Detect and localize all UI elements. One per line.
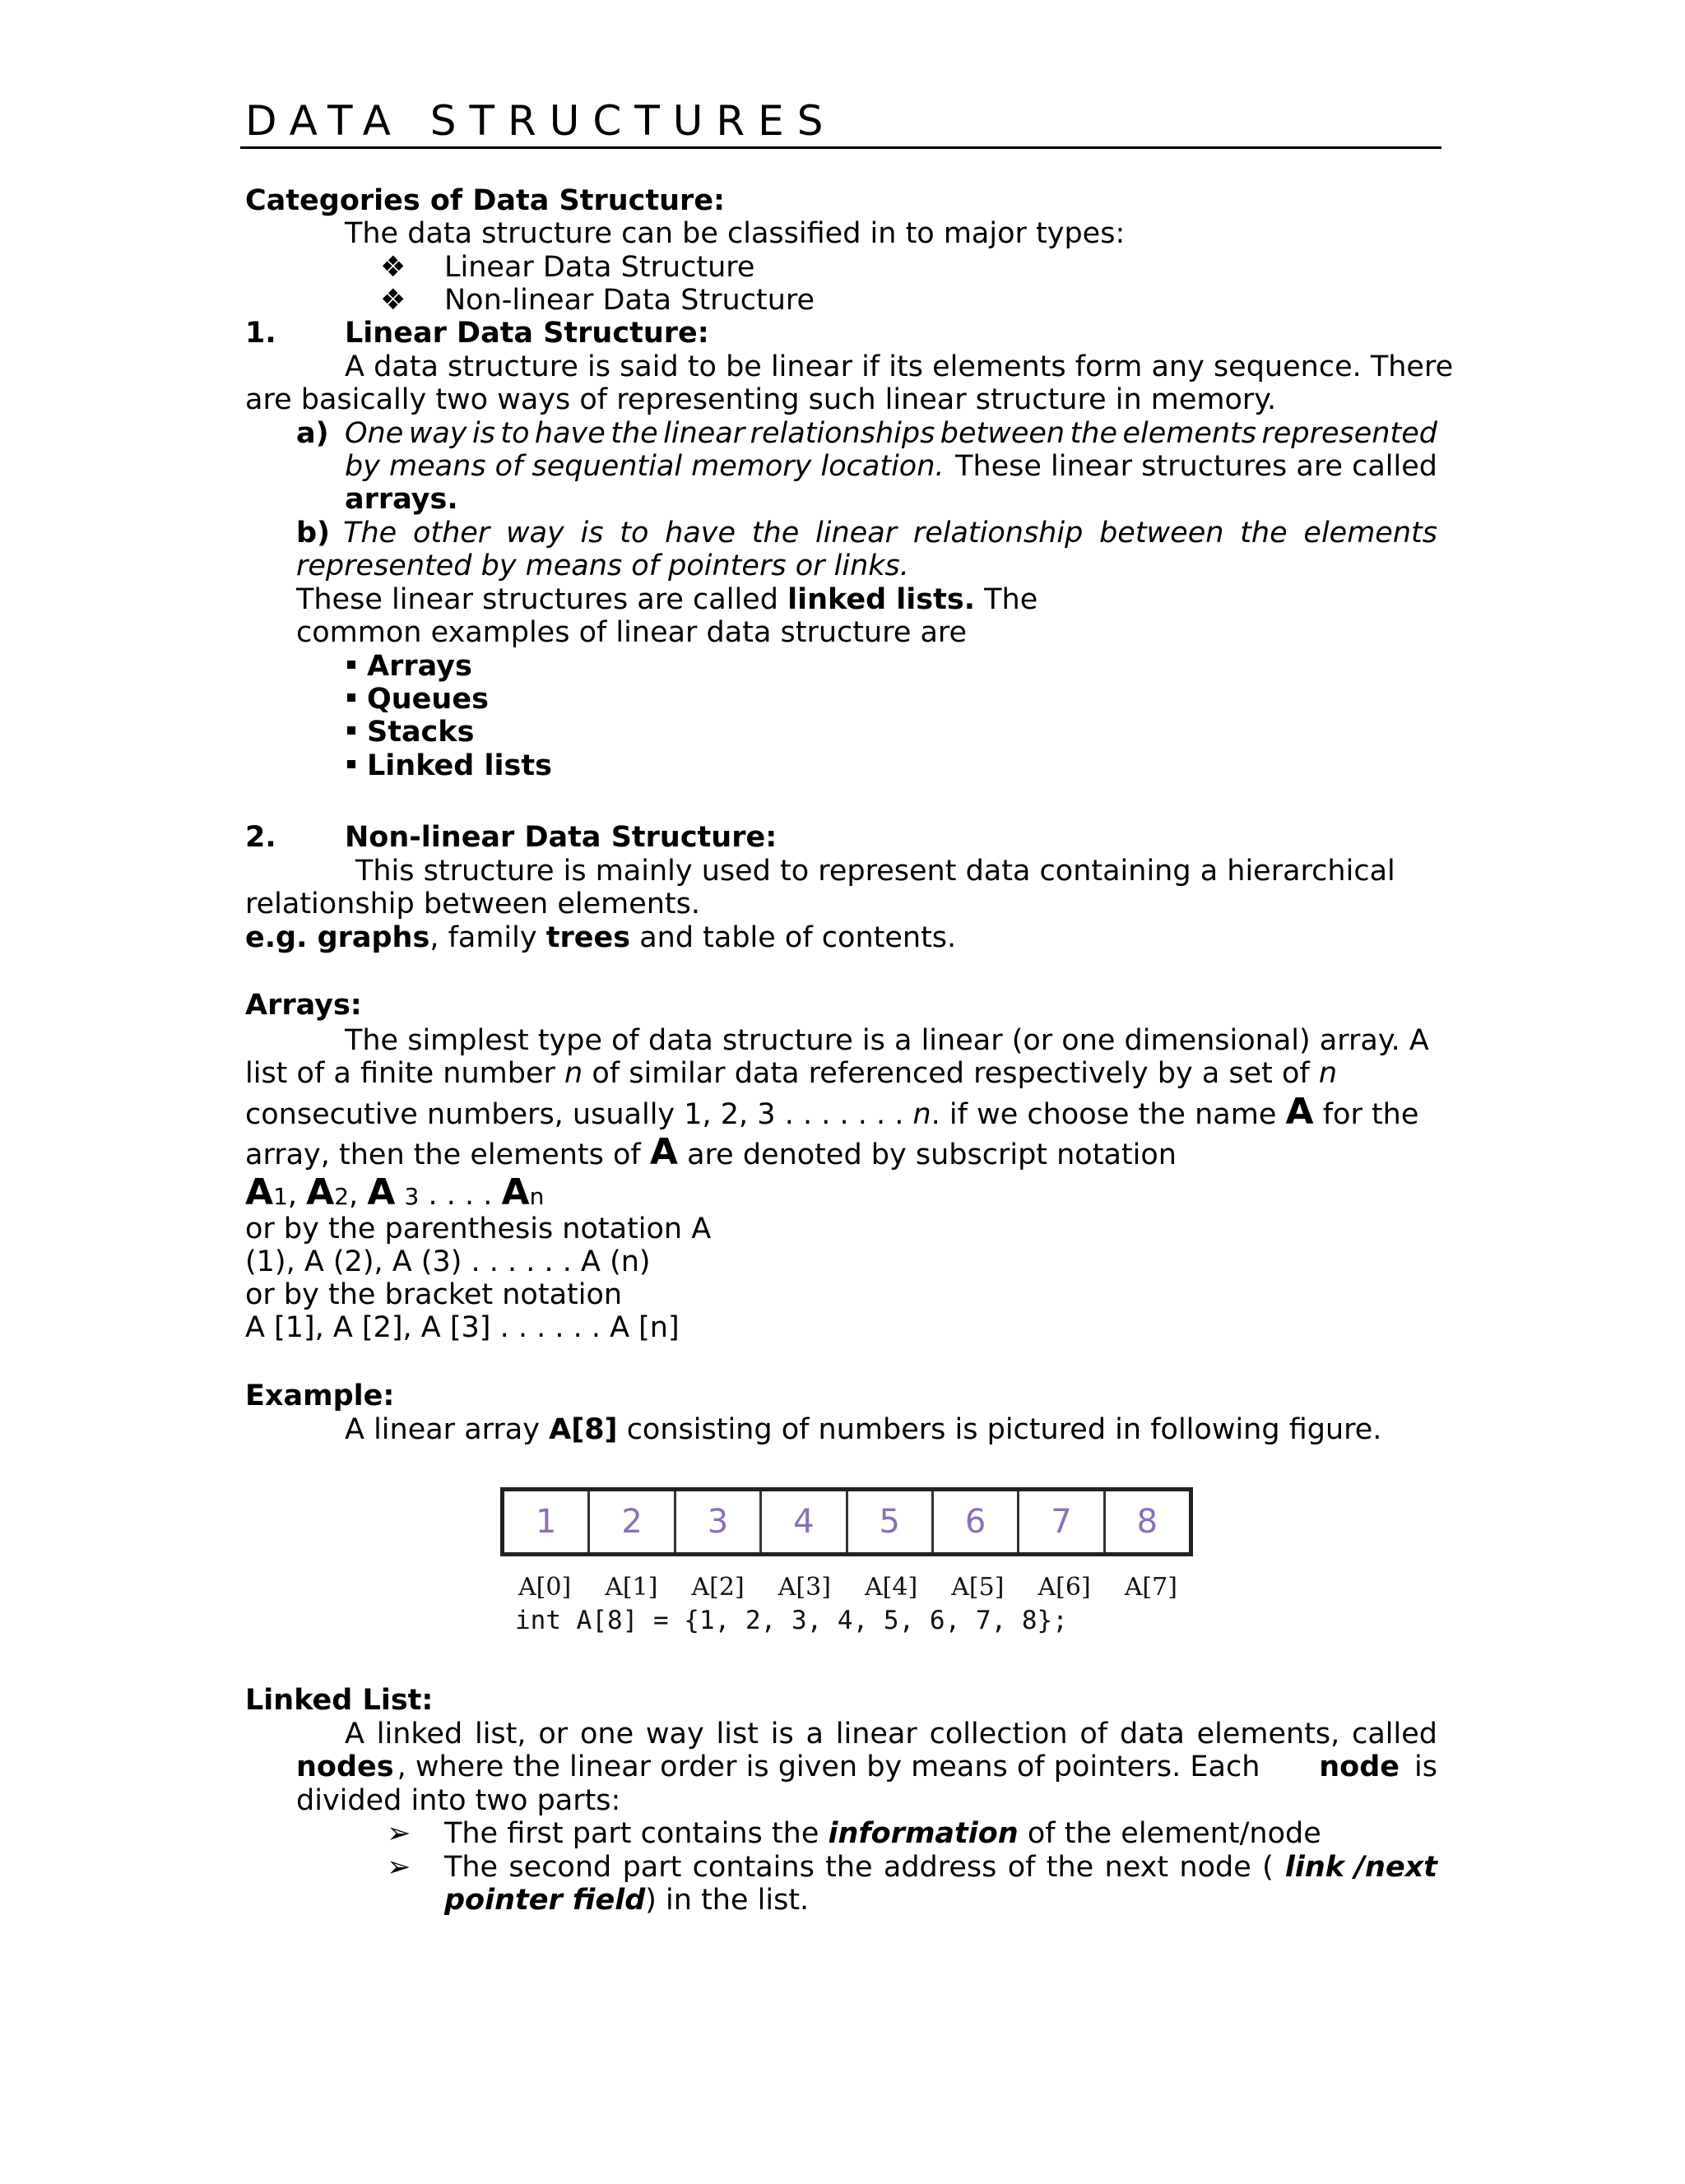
array-index-label: A[5] — [951, 1573, 1005, 1602]
item-b-line1 — [296, 517, 1437, 549]
eg-graphs: e.g. graphs — [245, 921, 430, 954]
nonlinear-heading: Non-linear Data Structure: — [345, 821, 778, 854]
part3-line: pointer field) in the list. — [444, 1884, 810, 1917]
array-index-label: A[2] — [691, 1573, 745, 1602]
linked-lists-line — [296, 583, 1037, 616]
square-bullet-icon — [347, 760, 355, 768]
array-cell: 2 — [590, 1491, 675, 1552]
arrays-line7: or by the bracket notation — [245, 1278, 623, 1311]
arrow-bullet-icon: ➢ — [387, 1851, 411, 1884]
ll-pre: These linear structures are called — [296, 583, 778, 616]
array-figure — [500, 1481, 1241, 1653]
linked-line2 — [296, 1750, 1437, 1783]
arrays-line5: or by the parenthesis notation A — [245, 1213, 712, 1245]
examples-intro: common examples of linear data structure are — [296, 616, 968, 649]
array-cell: 5 — [848, 1491, 934, 1552]
item-a-rest: These linear structures are called — [955, 450, 1437, 483]
nodes-bold: nodes — [296, 1750, 394, 1783]
list-item: Arrays — [347, 650, 472, 683]
square-bullet-icon — [347, 693, 355, 702]
linear-para-line2: are basically two ways of representing such linear structure in memory. — [245, 383, 1277, 416]
eg-text1: , family — [429, 921, 537, 954]
section-number: 2. — [245, 821, 276, 854]
array-cell: 1 — [504, 1491, 590, 1552]
array-index-label: A[3] — [778, 1573, 831, 1602]
item-b-italic2: represented by means of pointers or links. — [296, 549, 909, 582]
ll-post: The — [984, 583, 1038, 616]
item-a-line2 — [345, 450, 1437, 483]
item-a-italic1: One way is to have the linear relationships between the elements represented — [345, 417, 1437, 450]
eg-text2: and table of contents. — [639, 921, 957, 954]
linked-line1 — [345, 1718, 1437, 1750]
nonlinear-para-line2: relationship between elements. — [245, 888, 701, 920]
linked-list-heading: Linked List: — [245, 1684, 434, 1717]
categories-intro: The data structure can be classified in to major types: — [345, 217, 1126, 250]
arrays-line6: (1), A (2), A (3) . . . . . . A (n) — [245, 1245, 651, 1278]
arrays-line1: The simplest type of data structure is a linear (or one dimensional) array. A — [345, 1024, 1429, 1057]
example-line: A linear array A[8] consisting of numbers is pictured in following figure. — [345, 1413, 1382, 1446]
array-cell: 3 — [676, 1491, 762, 1552]
part2-line — [444, 1851, 1437, 1884]
type-item-linear: Linear Data Structure — [444, 251, 755, 284]
node-bold: node — [1319, 1750, 1400, 1783]
categories-heading: Categories of Data Structure: — [245, 184, 726, 217]
array-index-label: A[7] — [1124, 1573, 1177, 1602]
page-header-title: DATA STRUCTURES — [245, 97, 837, 145]
section-number: 1. — [245, 317, 276, 350]
linked-line3: divided into two parts: — [296, 1784, 621, 1817]
subscript-notation: A1, A2, A 3 . . . . An — [245, 1171, 545, 1213]
linear-heading: Linear Data Structure: — [345, 317, 709, 350]
array-index-label: A[0] — [518, 1573, 572, 1602]
array-index-label: A[4] — [865, 1573, 918, 1602]
array-index-label: A[1] — [605, 1573, 658, 1602]
arrays-heading: Arrays: — [245, 989, 362, 1022]
array-cells — [500, 1487, 1193, 1556]
diamond-bullet-icon: ❖ — [380, 284, 406, 317]
array-cell: 8 — [1136, 1503, 1158, 1541]
nonlinear-examples — [245, 921, 956, 954]
eg-trees: trees — [545, 921, 631, 954]
array-cell: 7 — [1019, 1491, 1105, 1552]
arrays-line2: list of a finite number n of similar data referenced respectively by a set of n — [245, 1057, 1338, 1090]
item-b-label: b) — [296, 517, 331, 549]
list-item: Queues — [347, 683, 489, 716]
array-index-label: A[6] — [1037, 1573, 1091, 1602]
linear-para-line1: A data structure is said to be linear if its elements form any sequence. There — [345, 350, 1454, 383]
linked-line1-text: A linked list, or one way list is a linear collection of data elements, called — [345, 1718, 1437, 1750]
list-item: Stacks — [347, 716, 474, 749]
header-rule — [240, 146, 1441, 149]
diamond-bullet-icon: ❖ — [380, 251, 406, 284]
linked-line2-b: is — [1414, 1750, 1437, 1783]
linked-line2-a: , where the linear order is given by means of pointers. Each — [397, 1750, 1260, 1783]
part2-bi: link /next — [1284, 1851, 1437, 1884]
item-b-italic1: The other way is to have the linear relationship between the elements — [343, 517, 1437, 549]
array-code: int A[8] = {1, 2, 3, 4, 5, 6, 7, 8}; — [515, 1606, 1068, 1635]
array-cell: 6 — [934, 1491, 1019, 1552]
list-item: Linked lists — [347, 749, 552, 782]
square-bullet-icon — [347, 661, 355, 669]
nonlinear-para-line1: This structure is mainly used to represent data containing a hierarchical — [355, 855, 1395, 888]
arrays-line3: consecutive numbers, usually 1, 2, 3 . . . . . . . n. if we choose the name A for the — [245, 1091, 1419, 1133]
arrow-bullet-icon: ➢ — [387, 1817, 411, 1850]
type-item-nonlinear: Non-linear Data Structure — [444, 284, 815, 317]
item-a-bold: arrays. — [345, 483, 458, 516]
arrays-line4: array, then the elements of A are denoted by subscript notation — [245, 1131, 1177, 1173]
item-a-line1 — [345, 417, 1437, 450]
square-bullet-icon — [347, 726, 355, 735]
part1-line: The first part contains the information of the element/node — [444, 1817, 1321, 1850]
item-a-label: a) — [296, 417, 329, 450]
arrays-line8: A [1], A [2], A [3] . . . . . . A [n] — [245, 1311, 680, 1344]
item-a-italic2: by means of sequential memory location. — [345, 450, 945, 483]
array-cell: 4 — [762, 1491, 847, 1552]
ll-bold: linked lists. — [787, 583, 975, 616]
part2-a: The second part contains the address of the next node ( — [444, 1851, 1274, 1884]
example-heading: Example: — [245, 1379, 395, 1412]
